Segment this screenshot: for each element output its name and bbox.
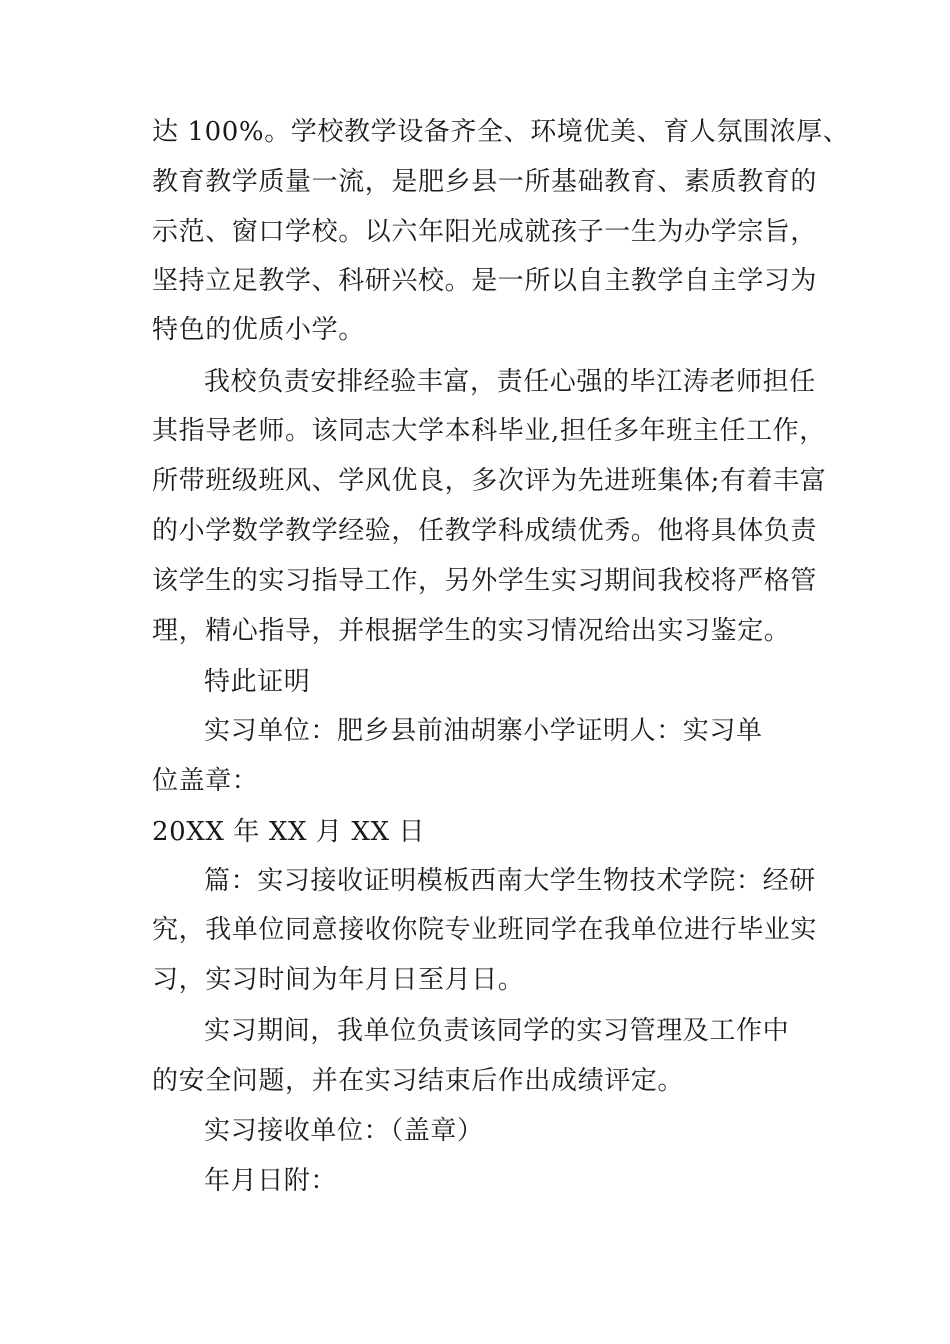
receiving-unit-line: 实习接收单位：（盖章） <box>204 1116 484 1146</box>
paragraph-line: 我校负责安排经验丰富，责任心强的毕江涛老师担任 <box>204 367 816 397</box>
paragraph-line: 达 100%。学校教学设备齐全、环境优美、育人氛围浓厚、 <box>152 117 850 147</box>
paragraph-line: 理，精心指导，并根据学生的实习情况给出实习鉴定。 <box>152 616 791 646</box>
paragraph-line: 该学生的实习指导工作，另外学生实习期间我校将严格管 <box>152 566 818 596</box>
paragraph-line: 教育教学质量一流，是肥乡县一所基础教育、素质教育的 <box>152 167 818 197</box>
paragraph-line: 的安全问题，并在实习结束后作出成绩评定。 <box>152 1066 685 1096</box>
signature-line: 实习单位：肥乡县前油胡寨小学证明人：实习单 <box>204 716 763 746</box>
paragraph-line: 示范、窗口学校。以六年阳光成就孩子一生为办学宗旨， <box>152 217 818 247</box>
paragraph-line: 的小学数学教学经验，任教学科成绩优秀。他将具体负责 <box>152 516 818 546</box>
paragraph-line: 实习期间，我单位负责该同学的实习管理及工作中 <box>204 1016 790 1046</box>
paragraph-line: 究，我单位同意接收你院专业班同学在我单位进行毕业实 <box>152 915 818 945</box>
closing-statement: 特此证明 <box>204 667 311 697</box>
date-line: 20XX 年 XX 月 XX 日 <box>152 817 426 847</box>
paragraph-line: 其指导老师。该同志大学本科毕业,担任多年班主任工作， <box>152 416 826 446</box>
paragraph-line: 特色的优质小学。 <box>152 315 365 345</box>
paragraph-line: 习，实习时间为年月日至月日。 <box>152 965 525 995</box>
paragraph-line: 所带班级班风、学风优良，多次评为先进班集体;有着丰富 <box>152 466 827 496</box>
paragraph-line: 篇：实习接收证明模板西南大学生物技术学院：经研 <box>204 866 816 896</box>
date-attachment-line: 年月日附： <box>204 1166 338 1196</box>
paragraph-line: 坚持立足教学、科研兴校。是一所以自主教学自主学习为 <box>152 266 818 296</box>
signature-line: 位盖章： <box>152 766 259 796</box>
